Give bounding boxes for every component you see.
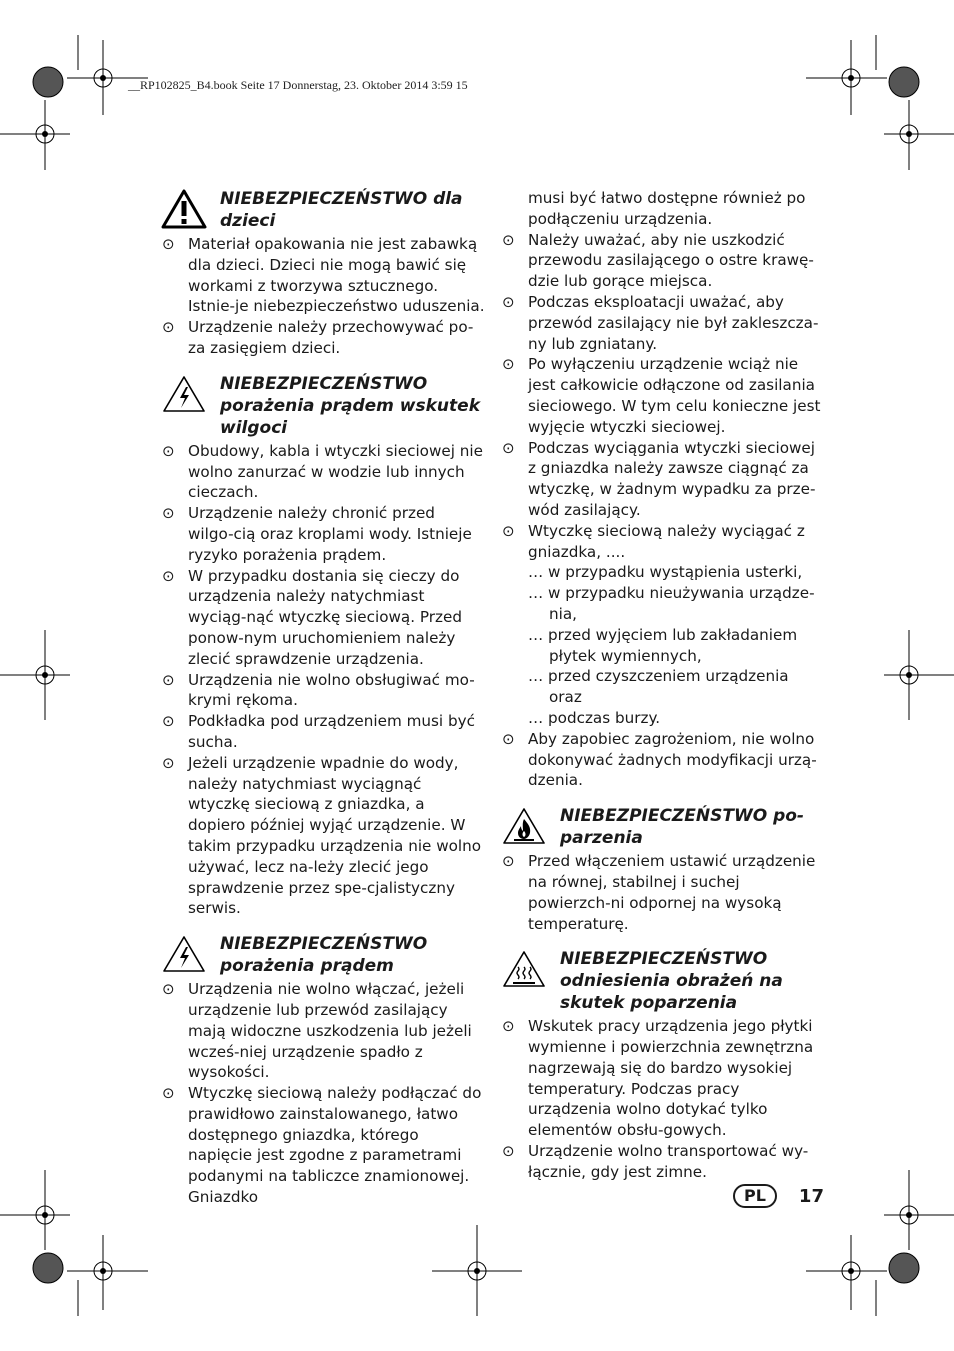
bullet-icon: ⊙ <box>502 292 515 311</box>
list-item: ⊙ Urządzenia nie wolno obsługiwać mo-krymi rękoma. <box>162 670 475 710</box>
bullet-icon: ⊙ <box>162 504 175 523</box>
list-item: ⊙ Należy uważać, aby nie uszkodzić przewodu zasilającego o ostre krawę-dzie lub gorące miejsca. <box>502 230 814 291</box>
continued-paragraph: musi być łatwo dostępne również po podłączeniu urządzenia. <box>528 189 806 228</box>
moisture-list <box>160 441 485 919</box>
shock-list-continued <box>500 230 825 563</box>
list-item: … w przypadku wystąpienia usterki, <box>528 563 803 582</box>
children-list <box>160 234 485 359</box>
bullet-icon: ⊙ <box>502 355 515 374</box>
warning-exclamation-icon <box>160 188 208 230</box>
list-item: ⊙ Wtyczkę sieciową należy wyciągać z gniazdka, .... <box>502 521 805 561</box>
bullet-icon: ⊙ <box>162 318 175 337</box>
shock-final-list <box>500 729 825 791</box>
section-title-fire: NIEBEZPIECZEŃSTWO po-parzenia <box>560 806 804 849</box>
list-item: ⊙ Wtyczkę sieciową należy podłączać do prawidłowo zainstalowanego, łatwo dostępnego gniazdka, którego napięcie jest zgodne z parametrami podanymi na tabliczce znamionowej. Gniazdko <box>162 1084 482 1207</box>
section-title-burns: NIEBEZPIECZEŃSTWO odniesienia obrażeń na skutek poparzenia <box>560 949 783 1014</box>
bullet-icon: ⊙ <box>502 521 515 540</box>
bullet-icon: ⊙ <box>502 1017 515 1036</box>
bullet-icon: ⊙ <box>162 1084 175 1103</box>
section-moisture-head <box>160 373 485 439</box>
list-item: ⊙ Podkładka pod urządzeniem musi być sucha. <box>162 712 475 751</box>
left-column <box>160 188 485 1222</box>
section-children-head <box>160 188 485 232</box>
list-item: ⊙ Podczas eksploatacji uważać, aby przewód zasilający nie był zakleszcza-ny lub zgniatany. <box>502 292 819 353</box>
bullet-icon: ⊙ <box>162 670 175 689</box>
bullet-icon: ⊙ <box>162 441 175 460</box>
burns-list <box>500 1016 825 1182</box>
bullet-icon: ⊙ <box>162 712 175 731</box>
list-item: ⊙ Po wyłączeniu urządzenie wciąż nie jest całkowicie odłączone od zasilania sieciowego. W tym celu konieczne jest wyjęcie wtyczki sieciowej. <box>502 355 821 436</box>
list-item: ⊙ Urządzenie należy chronić przed wilgo-cią oraz kroplami wody. Istnieje ryzyko porażenia prądem. <box>162 504 472 564</box>
page-number: 17 <box>798 1185 824 1207</box>
electric-shock-warning-icon <box>160 373 208 415</box>
bullet-icon: ⊙ <box>162 753 175 772</box>
page-footer <box>733 1184 824 1208</box>
section-shock-head <box>160 933 485 977</box>
bullet-icon: ⊙ <box>502 852 515 871</box>
bullet-icon: ⊙ <box>162 980 175 999</box>
list-item: … przed czyszczeniem urządzenia oraz <box>528 667 789 707</box>
electric-shock-warning-icon <box>160 933 208 975</box>
list-item: ⊙ Materiał opakowania nie jest zabawką dla dzieci. Dzieci nie mogą bawić się workami z tworzywa sztucznego. Istnie-je niebezpieczeństwo uduszenia. <box>162 235 485 316</box>
list-item: ⊙ Jeżeli urządzenie wpadnie do wody, należy natychmiast wyciągnąć wtyczkę sieciową z gniazdka, a dopiero później wyjąć urządzenie. W takim przypadku urządzenia nie wolno używać, lecz na-leży zlecić jego sprawdzenie przez spe-cjalistyczny serwis. <box>162 753 482 918</box>
right-column <box>500 188 825 1197</box>
list-item: ⊙ Obudowy, kabla i wtyczki sieciowej nie wolno zanurzać w wodzie lub innych cieczach. <box>162 441 483 502</box>
list-item: ⊙ Wskutek pracy urządzenia jego płytki wymienne i powierzchnia zewnętrzna nagrzewają się do bardzo wysokiej temperatury. Podczas pracy urządzenia wolno dotykać tylko elementów obsłu-gowych. <box>502 1017 814 1140</box>
bullet-icon: ⊙ <box>502 438 515 457</box>
list-item: ⊙ Przed włączeniem ustawić urządzenie na równej, stabilnej i suchej powierzch-ni odpornej na wysoką temperaturę. <box>502 852 816 933</box>
list-item: … w przypadku nieużywania urządze-nia, <box>528 584 815 623</box>
list-item: … podczas burzy. <box>528 708 661 727</box>
section-fire-head <box>500 805 825 849</box>
hot-surface-warning-icon <box>500 948 548 990</box>
section-title-children: NIEBEZPIECZEŃSTWO dla dzieci <box>220 189 463 231</box>
unplug-conditions-list <box>500 562 825 728</box>
section-burns-head <box>500 948 825 1014</box>
fire-list <box>500 851 825 934</box>
section-title-moisture: NIEBEZPIECZEŃSTWO porażenia prądem wskutek wilgoci <box>220 373 480 438</box>
bullet-icon: ⊙ <box>162 566 175 585</box>
list-item: ⊙ Urządzenie wolno transportować wy-łącznie, gdy jest zimne. <box>502 1142 809 1181</box>
list-item: ⊙ Urządzenia nie wolno włączać, jeżeli urządzenie lub przewód zasilający mają widoczne uszkodzenia lub jeżeli wcześ-niej urządzenie spadło z wysokości. <box>162 980 472 1082</box>
list-item: ⊙ Urządzenie należy przechowywać po-za zasięgiem dzieci. <box>162 318 474 357</box>
list-item: ⊙ Podczas wyciągania wtyczki sieciowej z gniazdka należy zawsze ciągnąć za wtyczkę, w żadnym wypadku za prze-wód zasilający. <box>502 438 816 519</box>
list-item: ⊙ W przypadku dostania się cieczy do urządzenia należy natychmiast wyciąg-nąć wtyczkę sieciową. Przed ponow-nym uruchomieniem należy zlecić sprawdzenie urządzenia. <box>162 566 462 668</box>
bullet-icon: ⊙ <box>502 1142 515 1161</box>
bullet-icon: ⊙ <box>502 230 515 249</box>
fire-warning-icon <box>500 805 548 847</box>
language-badge: PL <box>733 1184 777 1208</box>
list-item: … przed wyjęciem lub zakładaniem płytek wymiennych, <box>528 625 798 665</box>
list-item: ⊙ Aby zapobiec zagrożeniom, nie wolno dokonywać żadnych modyfikacji urzą-dzenia. <box>502 729 817 790</box>
print-info-header: __RP102825_B4.book Seite 17 Donnerstag, 23. Oktober 2014 3:59 15 <box>128 78 468 92</box>
bullet-icon: ⊙ <box>162 235 175 253</box>
bullet-icon: ⊙ <box>502 729 515 748</box>
section-title-shock: NIEBEZPIECZEŃSTWO porażenia prądem <box>220 934 428 977</box>
shock-list <box>160 979 485 1208</box>
